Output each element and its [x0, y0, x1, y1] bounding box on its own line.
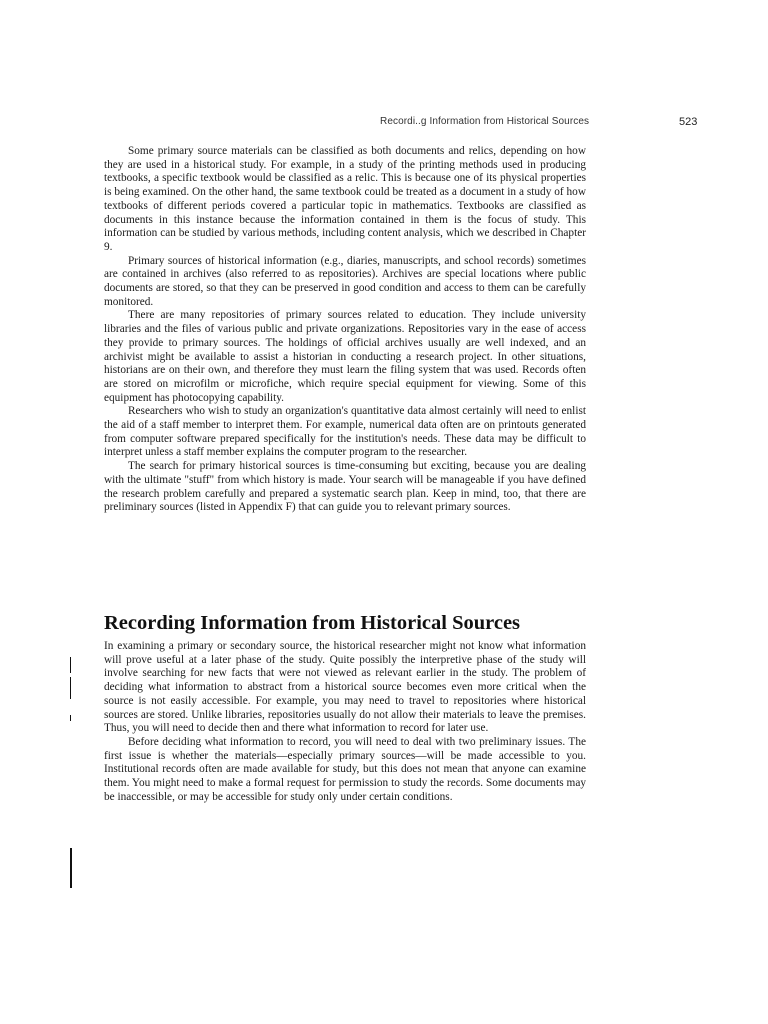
section-text-block: [104, 640, 586, 804]
margin-change-bar: [70, 657, 71, 673]
page-number: 523: [679, 116, 698, 128]
paragraph: Primary sources of historical information (e.g., diaries, manuscripts, and school records) sometimes are contained in archives (also referred to as repositories). Archives are special locations where public documents are stored, so that they can be preserved in good condition and access to them can be carefully monitored.: [104, 254, 586, 308]
paragraph: There are many repositories of primary sources related to education. They include university libraries and the files of various public and private organizations. Repositories vary in the ease of access they provide to primary sources. The holdings of official archives usually are well indexed, and an archivist might be available to assist a historian in conducting a research project. In other situations, historians are on their own, and therefore they must learn the filing system that was used. Records often are stored on microfilm or microfiche, which require special equipment for viewing. Some of this equipment has photocopying capability.: [104, 309, 586, 404]
top-text-block: [104, 145, 586, 515]
margin-change-bar: [70, 715, 71, 721]
margin-change-bar: [70, 677, 71, 699]
margin-change-bar: [70, 848, 72, 888]
section-heading: Recording Information from Historical Sources: [104, 612, 521, 634]
paragraph: The search for primary historical sources is time-consuming but exciting, because you are dealing with the ultimate "stuff" from which history is made. Your search will be manageable if you have defined the research problem carefully and prepared a systematic search plan. Keep in mind, too, that there are preliminary sources (listed in Appendix F) that can guide you to relevant primary sources.: [104, 460, 586, 514]
paragraph: Some primary source materials can be classified as both documents and relics, depending on how they are used in a historical study. For example, in a study of the printing methods used in producing textbooks, a specific textbook would be classified as a relic. This is because one of its physical properties is being examined. On the other hand, the same textbook could be treated as a document in a study of how textbooks of different periods covered a particular topic in mathematics. Textbooks are classified as documents in this instance because the information contained in them is the focus of study. This information can be studied by various methods, including content analysis, which we described in Chapter 9.: [104, 145, 586, 253]
running-head: Recordi..g Information from Historical Sources: [380, 116, 590, 127]
paragraph: In examining a primary or secondary source, the historical researcher might not know what information will prove useful at a later phase of the study. Quite possibly the interpretive phase of the study will involve searching for new facts that were not viewed as relevant earlier in the study. The problem of deciding what information to abstract from a historical source becomes even more critical when the source is not easily accessible. For example, you may need to travel to repositories where historical sources are stored. Unlike libraries, repositories usually do not allow their materials to leave the premises. Thus, you will need to decide then and there what information to record for later use.: [104, 640, 586, 735]
paragraph: Before deciding what information to record, you will need to deal with two preliminary issues. The first issue is whether the materials—especially primary sources—will be made accessible to you. Institutional records often are made available for study, but this does not mean that anyone can examine them. You might need to make a formal request for permission to study the records. Some documents may be inaccessible, or may be accessible for study only under certain conditions.: [104, 735, 586, 803]
paragraph: Researchers who wish to study an organization's quantitative data almost certainly will need to enlist the aid of a staff member to interpret them. For example, numerical data often are on printouts generated from computer software prepared specifically for the institution's needs. These data may be difficult to interpret unless a staff member explains the computer program to the researcher.: [104, 405, 586, 459]
